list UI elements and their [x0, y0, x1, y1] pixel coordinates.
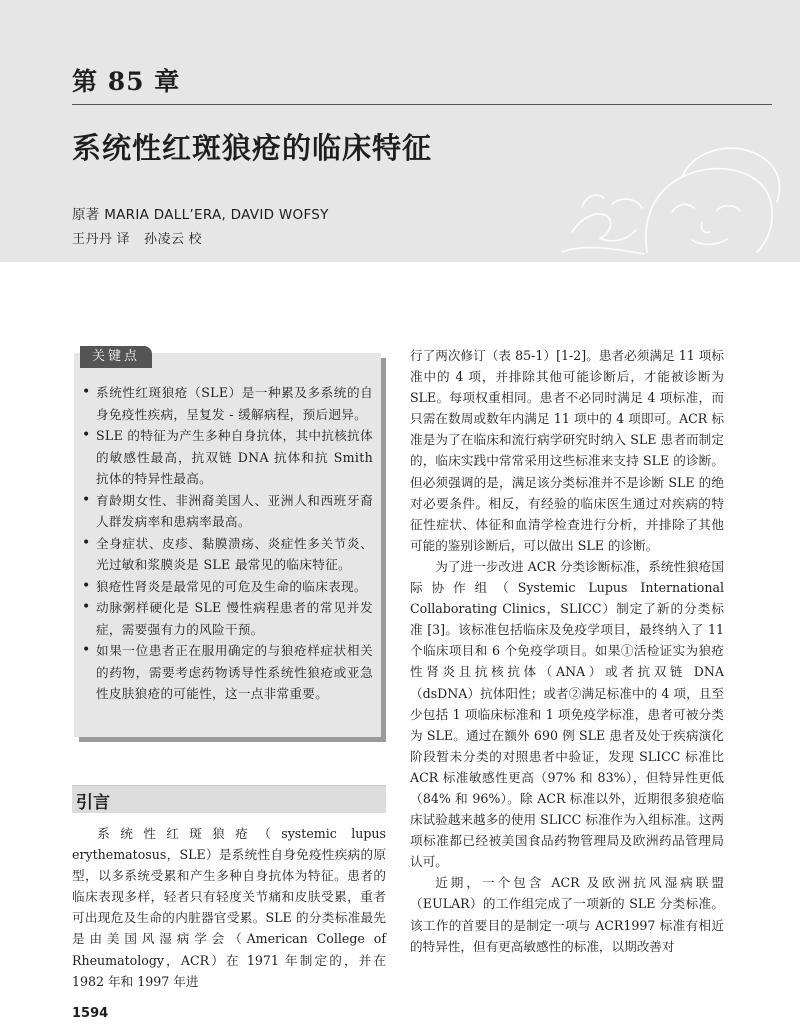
key-point-item: • 全身症状、皮疹、黏膜溃疡、炎症性多关节炎、光过敏和浆膜炎是 SLE 最常见的临床特征。 — [74, 533, 373, 576]
chapter-decorative-sketch — [552, 112, 792, 262]
intro-paragraph: 系统性红斑狼疮（systemic lupus erythematosus，SLE）是系统性自身免疫性疾病的原型，以多系统受累和产生多种自身抗体为特征。患者的临床表现多样，轻者只有轻度关节痛和皮肤受累，重者可出现危及生命的内脏器官受累。SLE 的分类标准最先是由美国风湿病学会（American College of Rheumatology，ACR）在 1971 年制定的，并在 1982 年和 1997 年进 — [72, 826, 386, 989]
translator-name: 王丹丹 — [72, 232, 113, 247]
body-paragraph: 行了两次修订（表 85-1）[1-2]。患者必须满足 11 项标准中的 4 项，并排除其他可能诊断后，才能被诊断为 SLE。每项权重相同。患者不必同时满足 4 项标准，而只需在数周或数年内满足 11 项中的 4 项即可。ACR 标准是为了在临床和流行病学研究时纳入 SLE 患者而制定的，临床实践中常常采用这些标准来支持 SLE 的诊断。但必须强调的是，满足该分类标准并不是诊断 SLE 的绝对必要条件。相反，有经验的临床医生通过对疾病的特征性症状、体征和血清学检查进行分析，并排除了其他可能的鉴别诊断后，可以做出 SLE 的诊断。 — [410, 348, 724, 553]
key-point-item: • 育龄期女性、非洲裔美国人、亚洲人和西班牙裔人群发病率和患病率最高。 — [74, 490, 373, 533]
review-word: 校 — [188, 232, 203, 247]
key-point-item: • 如果一位患者正在服用确定的与狼疮样症状相关的药物，需要考虑药物诱导性系统性狼疮或亚急性皮肤狼疮的可能性，这一点非常重要。 — [74, 640, 373, 705]
chapter-divider — [72, 104, 772, 105]
chapter-number: 第 85 章 — [72, 67, 181, 96]
original-authors: 原著 MARIA DALL’ERA, DAVID WOFSY — [72, 207, 329, 223]
section-heading: 引言 — [76, 793, 110, 813]
translate-word: 译 — [116, 232, 131, 247]
chapter-header-band — [0, 0, 800, 262]
key-points-box — [74, 349, 381, 737]
page-number: 1594 — [72, 1006, 109, 1021]
translator-credits — [72, 228, 206, 247]
body-paragraph: 近期，一个包含 ACR 及欧洲抗风湿病联盟（EULAR）的工作组完成了一项新的 SLE 分类标准。该工作的首要目的是制定一项与 ACR1997 标准有相近的特异性，但有更高敏感性的标准，以期改善对 — [410, 875, 724, 954]
key-points-heading: 关键点 — [80, 346, 152, 368]
body-paragraph: 为了进一步改进 ACR 分类诊断标准，系统性狼疮国际协作组（Systemic Lupus International Collaborating Clinics，SLICC）制定了新的分类标准 [3]。该标准包括临床及免疫学项目，最终纳入了 11 个临床项目和 6 个免疫学项目。如果①活检证实为狼疮性肾炎且抗核抗体（ANA）或者抗双链 DNA（dsDNA）抗体阳性；或者②满足标准中的 4 项，且至少包括 1 项临床标准和 1 项免疫学标准，患者可被分类为 SLE。通过在额外 690 例 SLE 患者及处于疾病演化阶段暂未分类的对照患者中验证，发现 SLICC 标准比 ACR 标准敏感性更高（97% 和 83%），但特异性更低（84% 和 96%）。除 ACR 标准以外，近期很多狼疮临床试验越来越多的使用 SLICC 标准作为入组标准。这两项标准都已经被美国食品药物管理局及欧洲药品管理局认可。 — [410, 558, 724, 870]
key-point-item: • 狼疮性肾炎是最常见的可危及生命的临床表现。 — [74, 576, 373, 598]
right-column-body — [410, 345, 724, 957]
section-heading-bar — [72, 785, 386, 813]
key-points-list — [74, 353, 373, 705]
key-point-item: • SLE 的特征为产生多种自身抗体，其中抗核抗体的敏感性最高，抗双链 DNA 抗体和抗 Smith 抗体的特异性最高。 — [74, 425, 373, 490]
key-point-item: • 动脉粥样硬化是 SLE 慢性病程患者的常见并发症，需要强有力的风险干预。 — [74, 597, 373, 640]
left-column-body — [72, 823, 386, 992]
chapter-title: 系统性红斑狼疮的临床特征 — [72, 131, 433, 165]
key-point-item: • 系统性红斑狼疮（SLE）是一种累及多系统的自身免疫性疾病，呈复发 - 缓解病程，预后迥异。 — [74, 382, 373, 425]
reviewer-name: 孙凌云 — [144, 232, 185, 247]
